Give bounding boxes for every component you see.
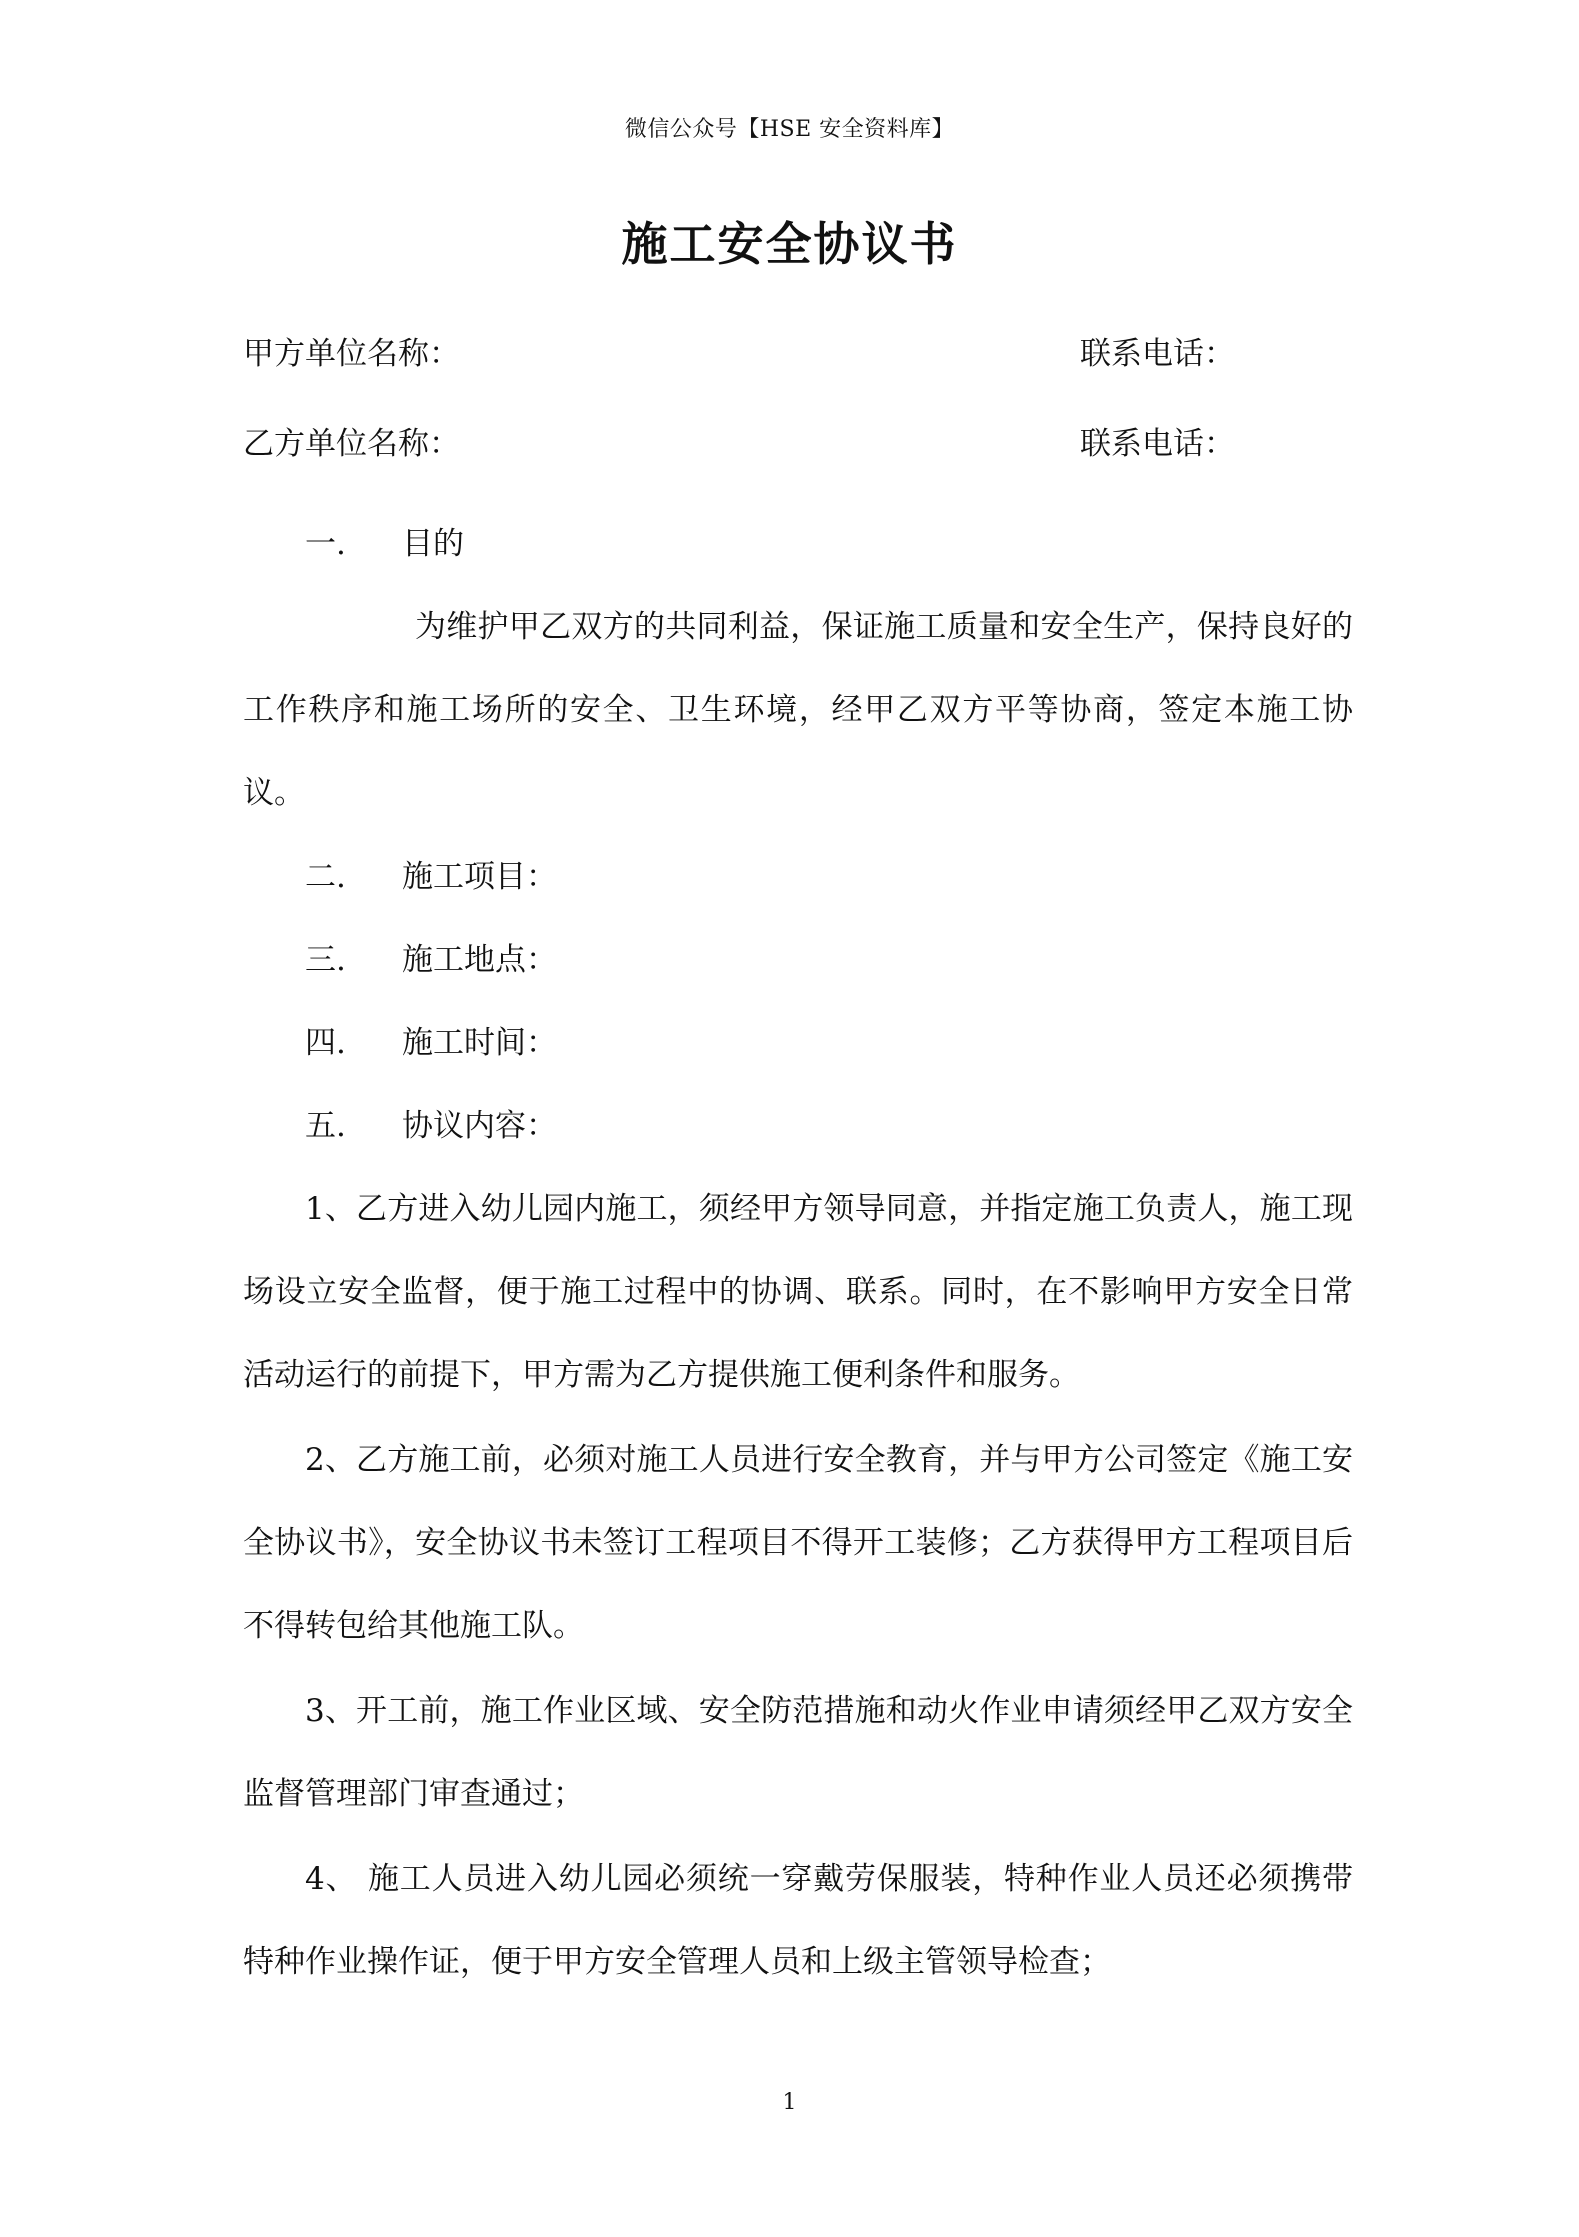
page-header: 微信公众号【HSE 安全资料库】 [624,117,955,142]
section-number: 三. [305,942,346,978]
page-number: 1 [782,2090,797,2115]
section-label: 施工项目： [402,859,557,895]
party-b-name-label: 乙方单位名称： [243,426,460,462]
party-a-row [243,334,1353,374]
party-b-phone-label: 联系电话： [1080,426,1235,462]
clause-4: 4、 施工人员进入幼儿园必须统一穿戴劳保服装，特种作业人员还必须携带特种作业操作证，便于甲方安全管理人员和上级主管领导检查； [243,1861,1353,1980]
section-number: 四. [305,1025,346,1061]
section-label: 施工地点： [402,942,557,978]
party-a-phone-label: 联系电话： [1080,336,1235,372]
section-number: 二. [305,859,346,895]
section-heading-3 [305,940,557,980]
document-title: 施工安全协议书 [621,217,958,271]
section-number: 一. [305,526,346,562]
section-number: 五. [305,1108,346,1144]
section-heading-1 [305,524,464,564]
party-a-name-label: 甲方单位名称： [243,336,460,372]
section-heading-2 [305,857,557,897]
section-heading-5 [305,1106,557,1146]
clause-1: 1、乙方进入幼儿园内施工，须经甲方领导同意，并指定施工负责人，施工现场设立安全监督，便于施工过程中的协调、联系。同时，在不影响甲方安全日常活动运行的前提下，甲方需为乙方提供施工便利条件和服务。 [243,1191,1353,1393]
section-label: 施工时间： [402,1025,557,1061]
section-label: 目的 [402,526,464,562]
purpose-paragraph: 为维护甲乙双方的共同利益，保证施工质量和安全生产，保持良好的工作秩序和施工场所的安全、卫生环境，经甲乙双方平等协商，签定本施工协议。 [243,609,1353,811]
section-heading-4 [305,1023,557,1063]
clause-3: 3、开工前，施工作业区域、安全防范措施和动火作业申请须经甲乙双方安全监督管理部门审查通过； [243,1693,1353,1812]
section-label: 协议内容： [402,1108,557,1144]
party-b-row [243,424,1353,464]
clause-2: 2、乙方施工前，必须对施工人员进行安全教育，并与甲方公司签定《施工安全协议书》，安全协议书未签订工程项目不得开工装修；乙方获得甲方工程项目后不得转包给其他施工队。 [243,1442,1353,1644]
